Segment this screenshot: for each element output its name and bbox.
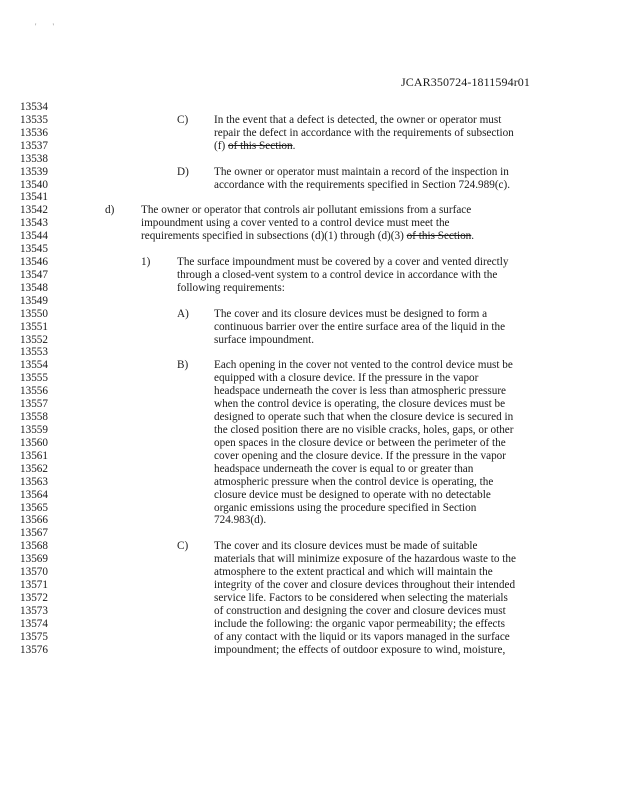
text-line: headspace underneath the cover is less than atmospheric pressure (214, 385, 507, 398)
text-line: The owner or operator that controls air pollutant emissions from a surface (141, 204, 472, 217)
line-number: 13575 (20, 630, 48, 643)
line-number: 13540 (20, 178, 48, 191)
line-number: 13545 (20, 243, 48, 256)
paragraph-label: 1) (141, 256, 151, 269)
paragraph-label: C) (177, 113, 189, 126)
line-number: 13572 (20, 591, 48, 604)
text-line: requirements specified in subsections (d)(1) through (d)(3) of this Section. (141, 230, 475, 243)
line-number: 13570 (20, 566, 48, 579)
struck-text: of this Section (406, 230, 472, 243)
text-line: accordance with the requirements specified in Section 724.989(c). (214, 178, 511, 191)
line-number: 13550 (20, 307, 48, 320)
line-number: 13568 (20, 540, 48, 553)
text-line: integrity of the cover and closure devices throughout their intended (214, 579, 516, 592)
line-number: 13546 (20, 256, 48, 269)
line-number: 13538 (20, 152, 48, 165)
text-line: continuous barrier over the entire surface area of the liquid in the (214, 320, 506, 333)
line-number: 13562 (20, 462, 48, 475)
paragraph-label: d) (105, 204, 115, 217)
line-number: 13554 (20, 359, 48, 372)
text-line: The cover and its closure devices must be designed to form a (214, 307, 488, 320)
text-line: In the event that a defect is detected, the owner or operator must (214, 113, 502, 126)
text-line: closure device must be designed to operate with no detectable (214, 488, 491, 501)
line-number: 13537 (20, 139, 48, 152)
line-number: 13535 (20, 113, 48, 126)
text-line: The surface impoundment must be covered by a cover and vented directly (177, 256, 509, 269)
line-number: 13543 (20, 217, 48, 230)
line-number: 13576 (20, 643, 48, 656)
line-number: 13551 (20, 320, 48, 333)
line-number: 13555 (20, 372, 48, 385)
line-number: 13547 (20, 268, 48, 281)
text-line: designed to operate such that when the closure device is secured in (214, 411, 514, 424)
text-line: open spaces in the closure device or between the perimeter of the (214, 436, 506, 449)
line-number: 13560 (20, 436, 48, 449)
line-number: 13536 (20, 126, 48, 139)
text-line: atmosphere to the extent practical and which will maintain the (214, 566, 493, 579)
paragraph-label: B) (177, 359, 189, 372)
line-number: 13553 (20, 346, 48, 359)
text-line: of construction and designing the cover and closure devices must (214, 604, 506, 617)
line-number: 13563 (20, 475, 48, 488)
text-line: the closed position there are no visible cracks, holes, gaps, or other (214, 424, 514, 436)
line-number: 13544 (20, 230, 48, 243)
scan-specks: ' ' (35, 22, 54, 31)
text-line: 724.983(d). (214, 514, 267, 527)
text-line: organic emissions using the procedure specified in Section (214, 501, 477, 514)
line-number: 13573 (20, 604, 48, 617)
document-id: JCAR350724-1811594r01 (401, 75, 530, 89)
line-number: 13571 (20, 579, 48, 592)
text-line: when the control device is operating, the closure devices must be (214, 398, 506, 411)
line-number: 13574 (20, 617, 48, 630)
text-line: impoundment; the effects of outdoor exposure to wind, moisture, (214, 643, 506, 656)
struck-text: of this Section (227, 139, 293, 152)
text-line: through a closed-vent system to a control device in accordance with the (177, 268, 498, 281)
line-number: 13564 (20, 488, 48, 501)
line-number: 13561 (20, 449, 48, 462)
line-number: 13565 (20, 501, 48, 514)
line-number: 13552 (20, 333, 48, 346)
line-number: 13566 (20, 514, 48, 527)
text-line: of any contact with the liquid or its vapors managed in the surface (214, 630, 510, 643)
line-number: 13559 (20, 424, 48, 436)
text-line: impoundment using a cover vented to a control device must meet the (141, 217, 450, 230)
text-line: include the following: the organic vapor permeability; the effects (214, 617, 505, 630)
paragraph-label: C) (177, 540, 189, 553)
text-line: The owner or operator must maintain a record of the inspection in (214, 165, 509, 178)
text-line: atmospheric pressure when the control device is operating, the (214, 475, 494, 488)
text-line: service life. Factors to be considered when selecting the materials (214, 591, 508, 604)
text-line: equipped with a closure device. If the pressure in the vapor (214, 372, 479, 385)
text-line: cover opening and the closure device. If the pressure in the vapor (214, 449, 507, 462)
line-number: 13558 (20, 411, 48, 424)
line-number: 13539 (20, 165, 48, 178)
paragraph-label: A) (177, 307, 189, 320)
text-line: surface impoundment. (214, 333, 315, 346)
line-number: 13548 (20, 281, 48, 294)
line-number: 13567 (20, 527, 48, 540)
text-line: materials that will minimize exposure of the hazardous waste to the (214, 553, 516, 566)
line-number: 13541 (20, 191, 48, 204)
paragraph-label: D) (177, 165, 189, 178)
line-number: 13549 (20, 294, 48, 307)
text-line: The cover and its closure devices must be made of suitable (214, 540, 478, 553)
line-number: 13534 (20, 101, 48, 113)
line-number: 13556 (20, 385, 48, 398)
text-line: Each opening in the cover not vented to the control device must be (214, 359, 513, 372)
text-line: headspace underneath the cover is equal to or greater than (214, 462, 474, 475)
line-number: 13542 (20, 204, 48, 217)
line-number: 13569 (20, 553, 48, 566)
text-line: following requirements: (177, 281, 285, 294)
line-number: 13557 (20, 398, 48, 411)
text-line: repair the defect in accordance with the requirements of subsection (214, 126, 514, 139)
text-line: (f) of this Section. (214, 139, 296, 152)
